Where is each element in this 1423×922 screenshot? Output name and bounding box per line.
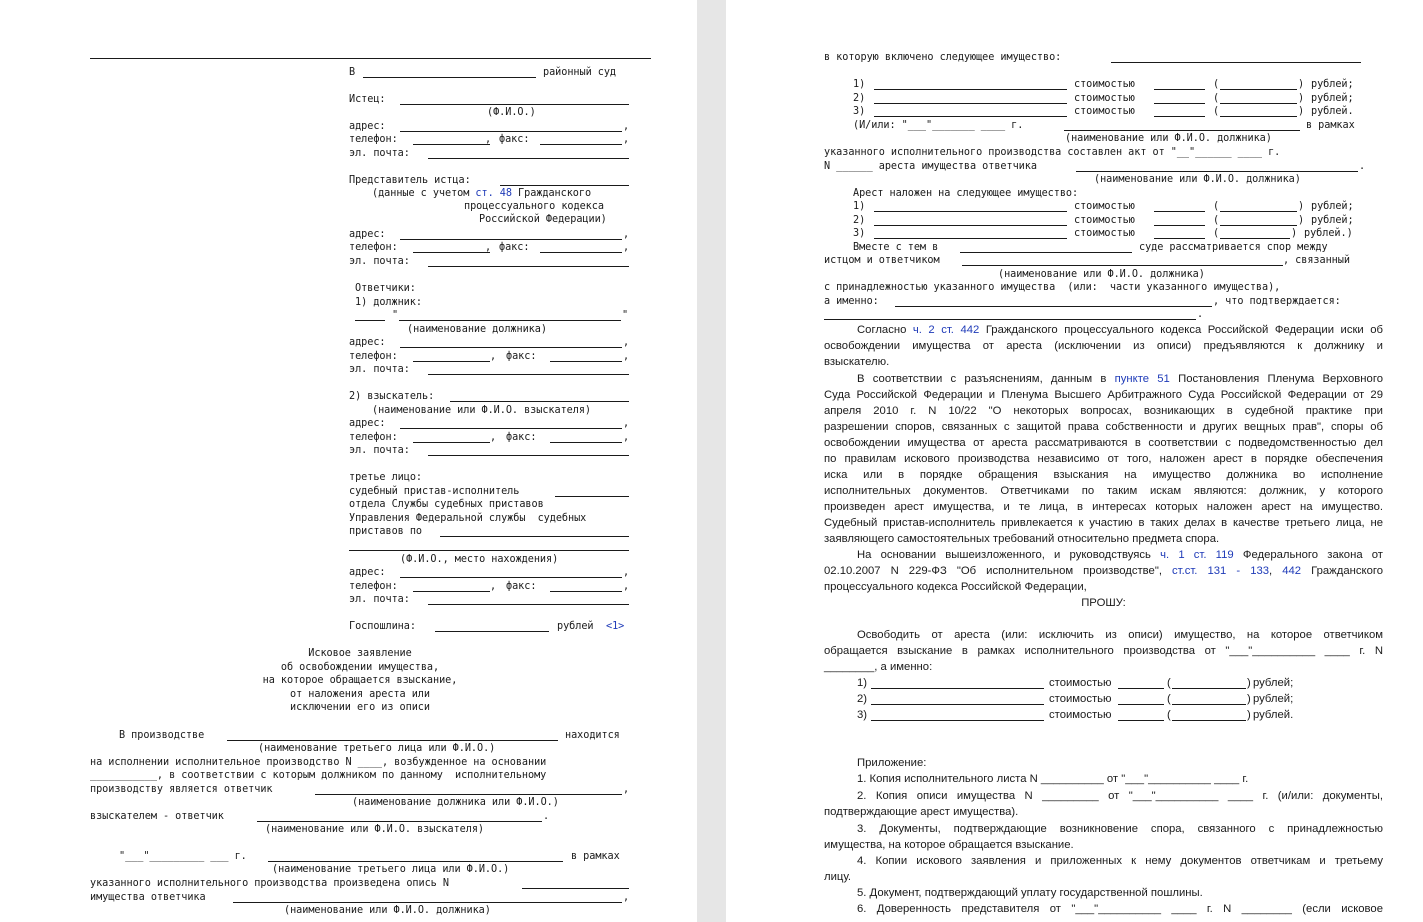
- request-item-rubles: рублей;: [1253, 693, 1294, 705]
- plaintiff-label: Истец:: [349, 94, 386, 105]
- item-name-field: [874, 89, 1067, 90]
- bailiff-email-field: [428, 604, 629, 605]
- para-2-line: разрешении споров, связанных с защитой права собственности и других вещных прав", споры об: [824, 421, 1383, 433]
- item-cost-label: стоимостью: [1074, 79, 1135, 90]
- body-inventory-field: [522, 888, 629, 889]
- item-num: 3): [853, 228, 866, 239]
- attachment-2b: подтверждающие арест имущества).: [824, 806, 1019, 818]
- paren: (: [1167, 677, 1171, 689]
- meanwhile-3: с принадлежностью указанного имущества (или: части указанного имущества),: [824, 282, 1281, 293]
- request-item-rubles: рублей;: [1253, 677, 1294, 689]
- meanwhile-1b: суде рассматривается спор между: [1139, 242, 1328, 253]
- period: .: [1197, 309, 1204, 320]
- body-proceeding-label: В производстве: [119, 730, 205, 741]
- representative-field: [500, 185, 629, 186]
- rep-email-field: [428, 266, 629, 267]
- item-cost-words-field: [1220, 225, 1297, 226]
- link-art-442[interactable]: 442: [1282, 565, 1302, 577]
- body-third-party-note-2: (наименование третьего лица или Ф.И.О.): [272, 864, 510, 875]
- document-page-right: [726, 0, 1423, 922]
- representative-note-line2: процессуального кодекса: [464, 201, 604, 212]
- body-debtor-note-2: (наименование или Ф.И.О. должника): [284, 905, 491, 916]
- item-rubles: рублей;: [1311, 201, 1354, 212]
- item-name-field: [874, 116, 1067, 117]
- fee-field: [435, 631, 549, 632]
- fee-footnote-link[interactable]: <1>: [606, 621, 625, 632]
- item-cost-words-field: [1220, 116, 1297, 117]
- claimant-label: 2) взыскатель:: [349, 391, 435, 402]
- request-line-1: Освободить от ареста (или: исключить из описи) имущество, на которое ответчиком: [857, 629, 1383, 641]
- attachments-title: Приложение:: [857, 757, 927, 769]
- or-line-start: (И/или: "___"_______ ____ г.: [853, 120, 1024, 131]
- body-line-8: имущества ответчика: [90, 892, 206, 903]
- debtor-email-label: эл. почта:: [349, 364, 410, 375]
- item-cost-field: [1154, 211, 1205, 212]
- quote: ": [392, 310, 399, 321]
- claimant-email-label: эл. почта:: [349, 445, 410, 456]
- request-item-field: [871, 688, 1044, 689]
- quote: ": [622, 310, 629, 321]
- meanwhile-note: (наименование или Ф.И.О. должника): [998, 269, 1205, 280]
- comma: ,: [485, 242, 492, 253]
- meanwhile-namely-field: [895, 306, 1212, 307]
- comma: ,: [623, 337, 630, 348]
- title-line-5: исключении его из описи: [290, 702, 430, 713]
- meanwhile-4a: а именно:: [824, 296, 879, 307]
- request-line-3: ________, а именно:: [824, 661, 933, 673]
- bailiff-phone-field: [413, 591, 490, 592]
- bailiff-line-1: судебный пристав-исполнитель: [349, 486, 520, 497]
- item-name-field: [874, 225, 1067, 226]
- paren: ): [1291, 228, 1298, 239]
- fee-label: Госпошлина:: [349, 621, 416, 632]
- item-cost-field: [1154, 103, 1205, 104]
- para-2-line: апреля 2010 г. N 10/22 "О некоторых вопросах, возникающих в судебной практике при: [824, 405, 1383, 417]
- or-line-field: [1064, 130, 1300, 131]
- debtor-fax-field: [550, 361, 622, 362]
- period: .: [543, 811, 550, 822]
- paren: (: [1213, 106, 1220, 117]
- claimant-address-field: [400, 428, 622, 429]
- rep-fax-field: [540, 252, 622, 253]
- para-1-line: Согласно ч. 2 ст. 442 Гражданского процессуального кодекса Российской Федерации иски об: [857, 324, 1383, 336]
- item-cost-field: [1154, 89, 1205, 90]
- property-intro: в которую включено следующее имущество:: [824, 52, 1062, 63]
- bailiff-address-label: адрес:: [349, 567, 386, 578]
- rep-phone-label: телефон:: [349, 242, 398, 253]
- plaintiff-note: (Ф.И.О.): [487, 107, 536, 118]
- request-item-rubles-end: рублей.: [1253, 709, 1294, 721]
- attachment-6: 6. Доверенность представителя от "___"__________ ____ г. N ________ (если исковое: [857, 903, 1383, 915]
- or-line-end: в рамках: [1306, 120, 1355, 131]
- claimant-phone-label: телефон:: [349, 432, 398, 443]
- para-2-line: освобождении имущества от ареста рассматриваются в соответствии с подведомственностью дел: [824, 437, 1383, 449]
- representative-note-line1: (данные с учетом ст. 48 Гражданского: [372, 188, 592, 199]
- bailiff-name-field: [349, 550, 629, 551]
- rep-address-field: [400, 239, 622, 240]
- link-part2-art442[interactable]: ч. 2 ст. 442: [912, 324, 980, 336]
- claimant-address-label: адрес:: [349, 418, 386, 429]
- para-3-line: 02.10.2007 N 229-ФЗ "Об исполнительном производстве", ст.ст. 131 - 133, 442 Гражданского: [824, 565, 1384, 577]
- debtor-phone-label: телефон:: [349, 351, 398, 362]
- claimant-email-field: [428, 455, 629, 456]
- paren: ): [1247, 709, 1251, 721]
- paren: ): [1247, 693, 1251, 705]
- item-rubles-paren-end: рублей.): [1304, 228, 1353, 239]
- body-line-2: на исполнении исполнительное производство N ____, возбужденное на основании: [90, 757, 547, 768]
- item-cost-label: стоимостью: [1074, 106, 1135, 117]
- arrest-field: [1076, 171, 1358, 172]
- attachment-5: 5. Документ, подтверждающий уплату государственной пошлины.: [857, 887, 1203, 899]
- plaintiff-fax-label: факс:: [499, 134, 530, 145]
- attachment-3b: имущества, на которое обращается взыскание.: [824, 839, 1074, 851]
- claimant-fax-field: [550, 442, 622, 443]
- debtor-fax-label: факс:: [506, 351, 537, 362]
- meanwhile-defendant-field: [962, 265, 1283, 266]
- request-item-cost: стоимостью: [1049, 709, 1112, 721]
- paren: (: [1167, 693, 1171, 705]
- item-rubles: рублей;: [1311, 79, 1354, 90]
- title-line-3: на которое обращается взыскание,: [262, 675, 458, 686]
- arrest-applied: Арест наложен на следующее имущество:: [853, 188, 1079, 199]
- comma: ,: [623, 567, 630, 578]
- debtor-address-label: адрес:: [349, 337, 386, 348]
- attachment-3: 3. Документы, подтверждающие возникновение спора, связанного с принадлежностью: [857, 823, 1383, 835]
- paren: (: [1213, 79, 1220, 90]
- comma: ,: [623, 432, 630, 443]
- paren: ): [1298, 79, 1305, 90]
- link-clause-51[interactable]: пункте 51: [1114, 373, 1170, 385]
- debtor-address-field: [400, 347, 622, 348]
- comma: ,: [623, 229, 630, 240]
- body-debtor-note: (наименование должника или Ф.И.О.): [352, 797, 559, 808]
- para-2-line: произведен арест имущества, и те лица, в интересах которых наложен арест на имущество.: [824, 501, 1383, 513]
- bailiff-fax-label: факс:: [506, 581, 537, 592]
- document-page-left: [0, 0, 697, 922]
- item-rubles: рублей;: [1311, 93, 1354, 104]
- debtor-type-field: [355, 320, 385, 321]
- item-rubles-end: рублей.: [1311, 106, 1354, 117]
- court-suffix: районный суд: [543, 67, 617, 78]
- paren: (: [1167, 709, 1171, 721]
- header-rule: [90, 58, 651, 59]
- rep-address-label: адрес:: [349, 229, 386, 240]
- court-prefix: В: [349, 67, 362, 78]
- bailiff-region-field: [440, 536, 629, 537]
- item-cost-field: [1154, 116, 1205, 117]
- third-party-label: третье лицо:: [349, 472, 423, 483]
- bailiff-phone-label: телефон:: [349, 581, 398, 592]
- attachment-2: 2. Копия описи имущества N _________ от "___"__________ ____ г. (и/или: документы,: [857, 790, 1383, 802]
- request-item-words-field: [1172, 688, 1246, 689]
- comma: ,: [623, 351, 630, 362]
- period: .: [1359, 161, 1366, 172]
- paren: (: [1213, 228, 1220, 239]
- title-line-1: Исковое заявление: [308, 648, 412, 659]
- item-num: 3): [853, 106, 866, 117]
- item-name-field: [874, 211, 1067, 212]
- plaintiff-fax-field: [540, 144, 622, 145]
- paren: ): [1298, 215, 1305, 226]
- act-line: указанного исполнительного производства составлен акт от "__"______ ____ г.: [824, 147, 1281, 158]
- request-item-words-field: [1172, 720, 1246, 721]
- meanwhile-1a: Вместе с тем в: [853, 242, 939, 253]
- body-claimant-note: (наименование или Ф.И.О. взыскателя): [265, 824, 485, 835]
- request-title: ПРОШУ:: [1081, 597, 1126, 609]
- request-item-field: [871, 720, 1044, 721]
- property-intro-field: [1111, 62, 1361, 63]
- bailiff-note: (Ф.И.О., место нахождения): [400, 554, 559, 565]
- body-line-5: взыскателем - ответчик: [90, 811, 224, 822]
- bailiff-line-3: Управления Федеральной службы судебных: [349, 513, 587, 524]
- plaintiff-email-field: [428, 158, 629, 159]
- claimant-field: [450, 401, 629, 402]
- body-third-party-field: [227, 740, 558, 741]
- body-located-label: находится: [565, 730, 620, 741]
- body-line-7: указанного исполнительного производства произведена опись N: [90, 878, 449, 889]
- title-line-2: об освобождении имущества,: [280, 662, 440, 673]
- debtor-label: 1) должник:: [355, 297, 422, 308]
- paren: ): [1247, 677, 1251, 689]
- comma: ,: [490, 351, 497, 362]
- debtor-note: (наименование должника): [407, 324, 547, 335]
- comma: ,: [623, 418, 630, 429]
- comma: ,: [490, 581, 497, 592]
- representative-label: Представитель истца:: [349, 175, 471, 186]
- plaintiff-phone-field: [413, 144, 490, 145]
- court-field: [363, 77, 536, 78]
- item-cost-field: [1154, 238, 1205, 239]
- arrest-note: (наименование или Ф.И.О. должника): [1094, 174, 1301, 185]
- defendants-label: Ответчики:: [355, 283, 416, 294]
- plaintiff-field: [400, 104, 629, 105]
- rep-email-label: эл. почта:: [349, 256, 410, 267]
- para-1-line: освобождении имущества от ареста (исключении из описи) предъявляются к должнику и: [824, 340, 1383, 352]
- attachment-4b: лицу.: [824, 871, 852, 883]
- item-cost-words-field: [1220, 238, 1290, 239]
- comma: ,: [623, 892, 630, 903]
- para-2-line: Судебный пристав-исполнитель привлекается к участию в таких делах в качестве третьего лица, не: [824, 517, 1383, 529]
- body-line-3: ___________, в соответствии с которым должником по данному исполнительному: [90, 770, 547, 781]
- para-3-line: На основании вышеизложенного, и руководствуясь ч. 1 ст. 119 Федерального закона от: [857, 549, 1383, 561]
- item-cost-label: стоимостью: [1074, 215, 1135, 226]
- para-1-line: взыскателю.: [824, 356, 890, 368]
- item-name-field: [874, 103, 1067, 104]
- paren: ): [1298, 93, 1305, 104]
- bailiff-fax-field: [550, 591, 622, 592]
- para-2-line: по правилам искового производства независимо от того, наложен арест в порядке обеспечения: [824, 453, 1383, 465]
- request-item-cost: стоимостью: [1049, 677, 1112, 689]
- attachment-4: 4. Копии искового заявления и приложенных к нему документов ответчикам и третьему: [857, 855, 1383, 867]
- request-item-num: 3): [857, 709, 868, 721]
- request-item-num: 2): [857, 693, 868, 705]
- meanwhile-proof-field: [824, 319, 1196, 320]
- comma: ,: [485, 134, 492, 145]
- para-2-line: В соответствии с разъяснениям, данным в пункте 51 Постановления Пленума Верховного: [857, 373, 1383, 385]
- para-3-line: процессуального кодекса Российской Федерации,: [824, 581, 1087, 593]
- request-item-cost-field: [1118, 720, 1164, 721]
- body-debtor-field: [315, 794, 622, 795]
- item-cost-label: стоимостью: [1074, 201, 1135, 212]
- comma: ,: [623, 784, 630, 795]
- body-third-party-note: (наименование третьего лица или Ф.И.О.): [258, 743, 496, 754]
- body-within-label: в рамках: [571, 851, 620, 862]
- item-cost-words-field: [1220, 211, 1297, 212]
- para-2-line: иска или в порядке обращения взыскания на имущество должника во исполнение: [824, 469, 1383, 481]
- bailiff-address-field: [400, 577, 622, 578]
- item-num: 1): [853, 79, 866, 90]
- rep-phone-field: [413, 252, 490, 253]
- plaintiff-phone-label: телефон:: [349, 134, 398, 145]
- bailiff-line-2: отдела Службы судебных приставов: [349, 499, 544, 510]
- request-item-cost: стоимостью: [1049, 693, 1112, 705]
- bailiff-email-label: эл. почта:: [349, 594, 410, 605]
- bailiff-line-4: приставов по: [349, 526, 423, 537]
- item-cost-words-field: [1220, 103, 1297, 104]
- request-item-cost-field: [1118, 704, 1164, 705]
- plaintiff-address-label: адрес:: [349, 121, 386, 132]
- para-2-line: Суда Российской Федерации и Пленума Высшего Арбитражного Суда Российской Федерации от 29: [824, 389, 1383, 401]
- title-line-4: от наложения ареста или: [290, 689, 430, 700]
- body-claimant-field: [257, 821, 542, 822]
- item-rubles: рублей;: [1311, 215, 1354, 226]
- request-item-cost-field: [1118, 688, 1164, 689]
- item-name-field: [874, 238, 1067, 239]
- debtor-name-field: [399, 320, 621, 321]
- body-debtor-field-2: [233, 902, 622, 903]
- fee-currency: рублей: [557, 621, 594, 632]
- paren: (: [1213, 215, 1220, 226]
- plaintiff-email-label: эл. почта:: [349, 148, 410, 159]
- bailiff-field: [555, 496, 629, 497]
- para-2-line: заявляющего самостоятельных требований относительно предмета спора.: [824, 533, 1220, 545]
- request-line-2: обращается взыскание в рамках исполнительного производства от "___"__________ ____ г. N: [824, 645, 1383, 657]
- request-item-field: [871, 704, 1044, 705]
- attachment-1: 1. Копия исполнительного листа N __________ от "___"__________ ____ г.: [857, 773, 1249, 785]
- request-item-num: 1): [857, 677, 868, 689]
- comma: ,: [623, 242, 630, 253]
- comma: ,: [490, 432, 497, 443]
- representative-note-line3: Российской Федерации): [479, 214, 607, 225]
- item-cost-label: стоимостью: [1074, 228, 1135, 239]
- meanwhile-2a: истцом и ответчиком: [824, 255, 940, 266]
- item-cost-field: [1154, 225, 1205, 226]
- claimant-note: (наименование или Ф.И.О. взыскателя): [372, 405, 592, 416]
- paren: ): [1298, 201, 1305, 212]
- body-line-4: производству является ответчик: [90, 784, 273, 795]
- comma: ,: [623, 121, 630, 132]
- claimant-fax-label: факс:: [506, 432, 537, 443]
- meanwhile-4b: , что подтверждается:: [1213, 296, 1341, 307]
- paren: ): [1298, 106, 1305, 117]
- debtor-phone-field: [413, 361, 490, 362]
- claimant-phone-field: [413, 442, 490, 443]
- meanwhile-2b: , связанный: [1283, 255, 1350, 266]
- comma: ,: [623, 581, 630, 592]
- paren: (: [1213, 93, 1220, 104]
- arrest-line: N ______ ареста имущества ответчика: [824, 161, 1037, 172]
- link-art-131-133[interactable]: ст.ст. 131 - 133: [1172, 565, 1270, 577]
- comma: ,: [623, 134, 630, 145]
- link-article-48[interactable]: ст. 48: [475, 188, 512, 199]
- rep-fax-label: факс:: [499, 242, 530, 253]
- item-num: 1): [853, 201, 866, 212]
- item-num: 2): [853, 93, 866, 104]
- item-cost-label: стоимостью: [1074, 93, 1135, 104]
- para-2-line: исполнительных документов. Ответчиками по таким искам являются: должник, у которого: [824, 485, 1383, 497]
- item-cost-words-field: [1220, 89, 1297, 90]
- item-num: 2): [853, 215, 866, 226]
- debtor-email-field: [428, 374, 629, 375]
- body-third-party-field-2: [268, 861, 563, 862]
- paren: (: [1213, 201, 1220, 212]
- meanwhile-court-field: [960, 252, 1132, 253]
- body-date: "___"_________ ___ г.: [119, 851, 247, 862]
- request-item-words-field: [1172, 704, 1246, 705]
- plaintiff-address-field: [400, 131, 622, 132]
- or-line-note: (наименование или Ф.И.О. должника): [1065, 133, 1272, 144]
- link-part1-art119[interactable]: ч. 1 ст. 119: [1160, 549, 1234, 561]
